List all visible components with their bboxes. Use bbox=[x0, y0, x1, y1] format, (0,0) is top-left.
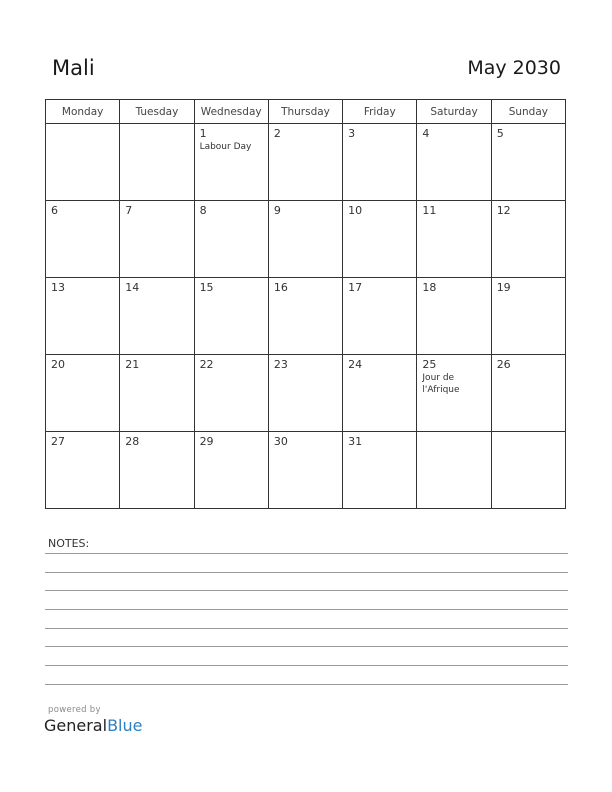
day-cell bbox=[46, 355, 120, 432]
notes-line bbox=[45, 665, 568, 666]
holiday-label: Labour Day bbox=[199, 142, 252, 152]
day-number: 31 bbox=[348, 435, 363, 448]
day-number: 25 bbox=[422, 358, 437, 371]
notes-line bbox=[45, 646, 568, 647]
week-row bbox=[46, 432, 566, 509]
day-number: 8 bbox=[199, 204, 207, 217]
day-cell bbox=[194, 355, 268, 432]
week-row bbox=[46, 124, 566, 201]
day-cell bbox=[120, 278, 194, 355]
day-number: 6 bbox=[51, 204, 58, 217]
day-number: 20 bbox=[51, 358, 65, 371]
powered-by-text: powered by bbox=[48, 705, 101, 715]
day-number: 5 bbox=[496, 127, 504, 140]
day-number: 24 bbox=[348, 358, 363, 371]
day-cell bbox=[46, 432, 120, 509]
weekday-header: Tuesday bbox=[120, 100, 194, 124]
day-cell bbox=[268, 432, 342, 509]
day-cell bbox=[46, 278, 120, 355]
day-cell bbox=[343, 432, 417, 509]
day-cell bbox=[343, 124, 417, 201]
day-number: 3 bbox=[348, 127, 356, 140]
day-number: 27 bbox=[51, 435, 65, 448]
weekday-header: Friday bbox=[343, 100, 417, 124]
day-number: 4 bbox=[422, 127, 430, 140]
logo-text-blue: Blue bbox=[107, 716, 143, 735]
notes-line bbox=[45, 553, 568, 554]
day-number: 9 bbox=[273, 204, 281, 217]
day-cell bbox=[268, 355, 342, 432]
weekday-header: Thursday bbox=[268, 100, 342, 124]
day-number: 1 bbox=[199, 127, 207, 140]
day-cell bbox=[343, 278, 417, 355]
country-title: Mali bbox=[52, 56, 95, 80]
day-cell bbox=[491, 201, 565, 278]
day-cell bbox=[194, 278, 268, 355]
day-cell bbox=[268, 278, 342, 355]
day-cell bbox=[120, 432, 194, 509]
day-number: 30 bbox=[273, 435, 288, 448]
day-number: 26 bbox=[496, 358, 511, 371]
day-cell bbox=[417, 432, 491, 509]
logo-text-general: General bbox=[44, 716, 108, 735]
day-number: 10 bbox=[348, 204, 363, 217]
week-row bbox=[46, 201, 566, 278]
day-cell bbox=[120, 124, 194, 201]
day-cell bbox=[491, 278, 565, 355]
day-cell bbox=[120, 201, 194, 278]
day-number: 23 bbox=[273, 358, 288, 371]
day-cell bbox=[46, 124, 120, 201]
day-cell bbox=[417, 278, 491, 355]
notes-line bbox=[45, 684, 568, 685]
day-cell bbox=[194, 432, 268, 509]
notes-line bbox=[45, 609, 568, 610]
day-cell bbox=[417, 201, 491, 278]
day-number: 29 bbox=[199, 435, 214, 448]
day-cell bbox=[46, 201, 120, 278]
week-row bbox=[46, 355, 566, 432]
day-cell bbox=[491, 124, 565, 201]
day-number: 15 bbox=[199, 281, 214, 294]
weekday-header-row bbox=[46, 100, 566, 124]
holiday-label: Jour de l'Afrique bbox=[422, 373, 460, 395]
notes-line bbox=[45, 628, 568, 629]
week-row bbox=[46, 278, 566, 355]
day-number: 18 bbox=[422, 281, 437, 294]
weekday-header: Wednesday bbox=[194, 100, 268, 124]
day-number: 17 bbox=[348, 281, 363, 294]
day-number: 22 bbox=[199, 358, 214, 371]
day-number: 7 bbox=[125, 204, 133, 217]
notes-line bbox=[45, 590, 568, 591]
day-cell bbox=[417, 355, 491, 432]
day-number: 14 bbox=[125, 281, 140, 294]
day-number: 2 bbox=[273, 127, 281, 140]
day-number: 28 bbox=[125, 435, 140, 448]
day-number: 11 bbox=[422, 204, 437, 217]
day-cell bbox=[491, 355, 565, 432]
day-cell bbox=[194, 124, 268, 201]
weekday-header: Saturday bbox=[417, 100, 491, 124]
weekday-header: Monday bbox=[46, 100, 120, 124]
month-year-title: May 2030 bbox=[467, 57, 561, 79]
day-cell bbox=[417, 124, 491, 201]
day-number: 13 bbox=[51, 281, 65, 294]
day-cell bbox=[343, 355, 417, 432]
day-number: 21 bbox=[125, 358, 140, 371]
day-number: 16 bbox=[273, 281, 288, 294]
day-cell bbox=[268, 124, 342, 201]
day-cell bbox=[491, 432, 565, 509]
day-cell bbox=[268, 201, 342, 278]
day-number: 19 bbox=[496, 281, 511, 294]
day-cell bbox=[120, 355, 194, 432]
day-cell bbox=[343, 201, 417, 278]
weekday-header: Sunday bbox=[491, 100, 565, 124]
day-cell bbox=[194, 201, 268, 278]
generalblue-logo bbox=[44, 716, 142, 735]
day-number: 12 bbox=[496, 204, 511, 217]
calendar-grid bbox=[45, 99, 566, 509]
notes-line bbox=[45, 572, 568, 573]
notes-label: NOTES: bbox=[48, 537, 90, 550]
